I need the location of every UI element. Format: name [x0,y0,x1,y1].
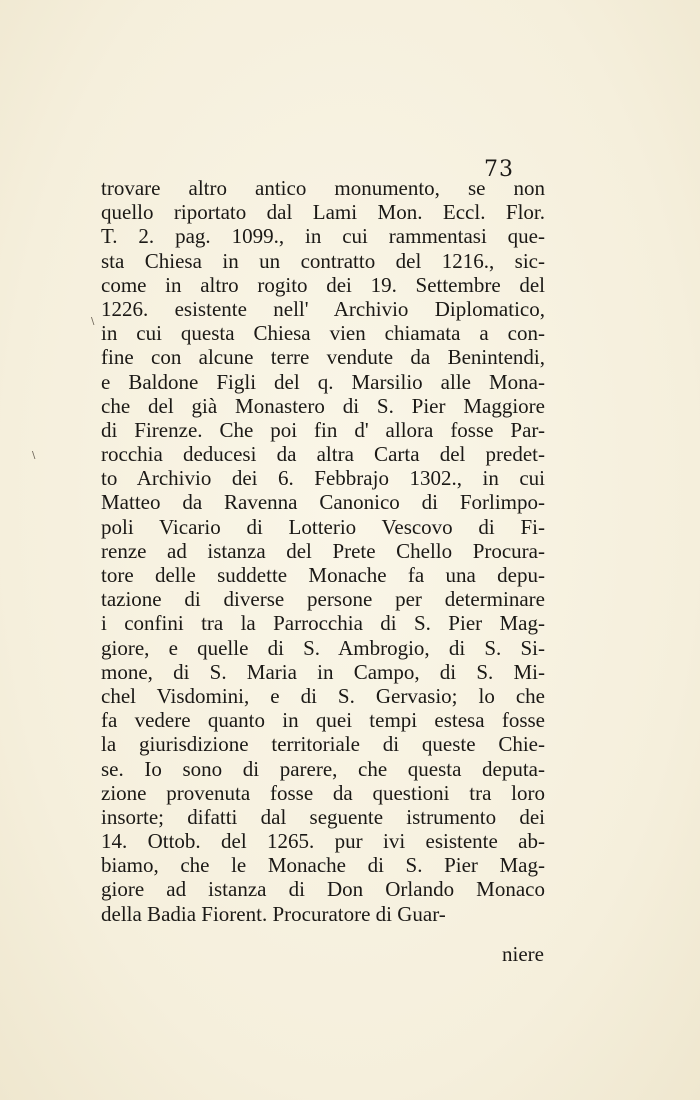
text-line: T. 2. pag. 1099., in cui rammentasi que- [101,224,545,249]
text-line: poli Vicario di Lotterio Vescovo di Fi- [101,514,545,539]
text-line: di Firenze. Che poi fin d' allora fosse Par- [101,417,545,442]
text-line: biamo, che le Monache di S. Pier Mag- [101,853,545,878]
text-line: Matteo da Ravenna Canonico di Forlimpo- [101,490,545,515]
text-line: fa vedere quanto in quei tempi estesa fosse [101,708,545,733]
text-line: e Baldone Figli del q. Marsilio alle Mona- [101,369,545,394]
text-line: la giurisdizione territoriale di queste Chie- [101,732,545,757]
margin-mark: \ [91,316,95,327]
text-line: che del già Monastero di S. Pier Maggiore [101,393,545,418]
text-line: quello riportato dal Lami Mon. Eccl. Flor. [101,200,545,225]
text-line: giore, e quelle di S. Ambrogio, di S. Si- [101,635,545,660]
text-line: rocchia deducesi da altra Carta del predet- [101,442,545,467]
body-text [101,176,545,926]
text-line: della Badia Fiorent. Procuratore di Guar- [101,901,446,926]
text-line: sta Chiesa in un contratto del 1216., sic- [101,248,545,273]
text-line: chel Visdomini, e di S. Gervasio; lo che [101,683,545,708]
text-line: 14. Ottob. del 1265. pur ivi esistente ab- [101,829,545,854]
text-line: come in altro rogito dei 19. Settembre del [101,272,545,297]
text-line: tazione di diverse persone per determinare [101,587,545,612]
text-line: to Archivio dei 6. Febbrajo 1302., in cui [101,466,545,491]
text-line: mone, di S. Maria in Campo, di S. Mi- [101,659,545,684]
text-line: in cui questa Chiesa vien chiamata a con- [101,321,545,346]
text-line: giore ad istanza di Don Orlando Monaco [101,877,545,902]
text-line: fine con alcune terre vendute da Benintendi, [101,345,545,370]
text-line: tore delle suddette Monache fa una depu- [101,563,545,587]
margin-mark: \ [32,450,36,461]
text-line: trovare altro antico monumento, se non [101,176,545,200]
text-line: insorte; difatti dal seguente istrumento dei [101,804,545,829]
text-line: i confini tra la Parrocchia di S. Pier Mag- [101,611,545,636]
text-line: renze ad istanza del Prete Chello Procura- [101,538,545,563]
catchword: niere [502,942,544,966]
text-line: zione provenuta fosse da questioni tra loro [101,780,545,805]
text-line: 1226. esistente nell' Archivio Diplomatico, [101,296,545,321]
page-number: 73 [484,157,514,182]
text-line: se. Io sono di parere, che questa deputa- [101,756,545,781]
